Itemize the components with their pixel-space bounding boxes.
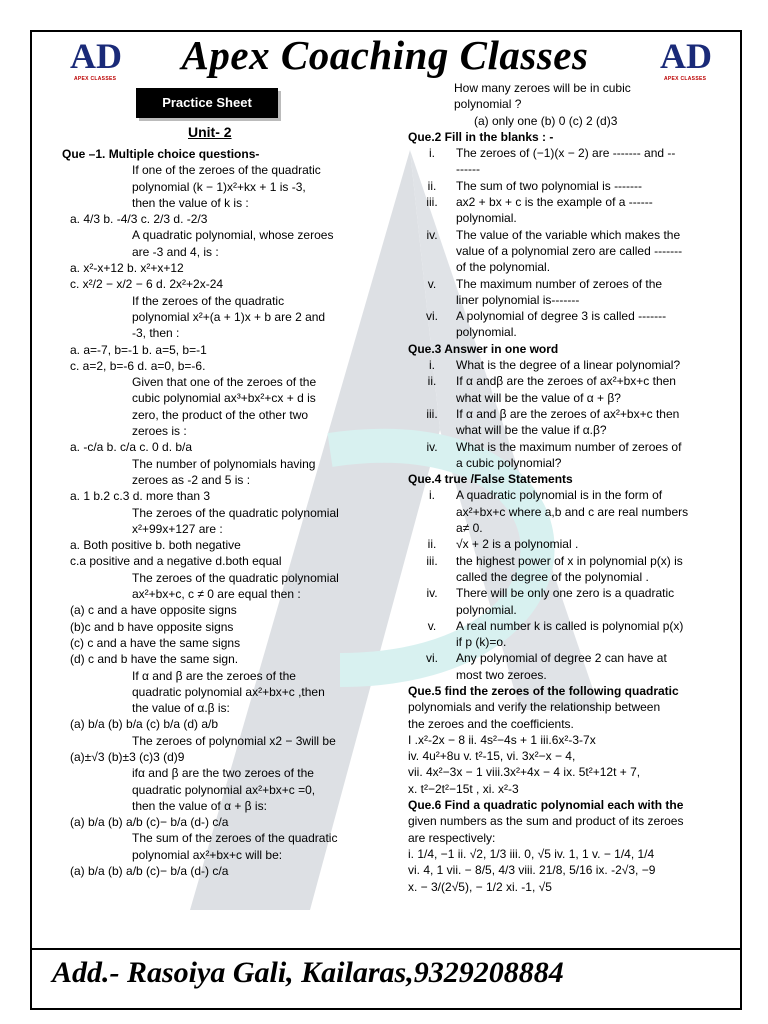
list-number [408,422,456,438]
section-heading: Que –1. Multiple choice questions- [62,147,260,161]
section-heading: Que.5 find the zeroes of the following quadratic [408,683,679,698]
list-number [408,602,456,618]
list-item [408,618,710,634]
list-text: ax2 + bx + c is the example of a ------ [456,195,653,210]
list-item [408,422,710,438]
list-text: of the polynomial. [456,260,551,275]
question-line: (a) only one (b) 0 (c) 2 (d)3 [474,113,618,128]
question-line: zero, the product of the other two [132,407,309,422]
list-text: called the degree of the polynomial . [456,569,649,584]
question-line: (a)±√3 (b)±3 (c)3 (d)9 [70,749,185,764]
list-item [408,390,710,406]
logo-right [660,36,714,80]
list-text: What is the maximum number of zeroes of [456,439,682,454]
list-item [408,520,710,536]
list-text: a cubic polynomial? [456,455,562,470]
question-line: ax²+bx+c, c ≠ 0 are equal then : [132,587,301,602]
question-line: How many zeroes will be in cubic [454,81,631,95]
list-item [408,145,710,161]
question-line: (a) c and a have opposite signs [70,603,237,618]
question-line: polynomial (k − 1)x²+kx + 1 is -3, [132,179,306,194]
question-line: (a) b/a (b) a/b (c)− b/a (d-) c/a [70,864,229,879]
list-item [408,308,710,324]
question-line: zeroes as -2 and 5 is : [132,472,251,487]
question-line: given numbers as the sum and product of its zeroes [408,814,684,829]
list-number: iii. [426,406,438,421]
list-text: A polynomial of degree 3 is called ------- [456,309,667,324]
list-item [408,357,710,373]
logo-letters: AD [70,36,122,76]
list-item [408,259,710,275]
list-text: ax²+bx+c where a,b and c are real numbers [456,504,689,519]
list-number: vi. [426,651,438,666]
question-line: c. x²/2 − x/2 − 6 d. 2x²+2x-24 [70,277,224,292]
list-number [408,667,456,683]
list-number: i. [429,358,435,373]
list-item [408,292,710,308]
question-line: polynomial ? [454,97,522,112]
question-line: (a) b/a (b) b/a (c) b/a (d) a/b [70,717,219,732]
list-text: polynomial. [456,602,517,617]
question-line: then the value of k is : [132,195,249,210]
section-heading: Que.6 Find a quadratic polynomial each with the [408,798,684,813]
question-line: (a) b/a (b) a/b (c)− b/a (d-) c/a [70,815,229,830]
left-column [62,146,362,879]
list-item [408,650,710,666]
list-item [408,634,710,650]
practice-sheet-badge: Practice Sheet [136,88,278,118]
list-number [408,243,456,259]
list-number: iv. [426,227,438,242]
list-text: A real number k is called is polynomial p(x) [456,618,684,633]
list-text: polynomial. [456,211,517,226]
question-line: The number of polynomials having [132,456,316,471]
list-text: Any polynomial of degree 2 can have at [456,651,667,666]
question-line: If α and β are the zeroes of the [132,668,296,683]
question-line: -3, then : [132,326,180,341]
list-item [408,585,710,601]
list-number: ii. [427,374,437,389]
section-heading: Que.3 Answer in one word [408,341,559,356]
list-text: The sum of two polynomial is ------- [456,178,643,193]
question-line: the zeroes and the coefficients. [408,716,574,731]
list-text: A quadratic polynomial is in the form of [456,488,663,503]
question-line: The zeroes of the quadratic polynomial [132,570,339,585]
unit-heading: Unit- 2 [188,124,232,140]
page-title: Apex Coaching Classes [181,32,589,78]
question-line: The sum of the zeroes of the quadratic [132,831,338,846]
list-text: polynomial. [456,325,517,340]
section-heading: Que.4 true /False Statements [408,472,573,487]
question-line: polynomial x²+(a + 1)x + b are 2 and [132,309,326,324]
list-item [408,324,710,340]
question-line: (b)c and b have opposite signs [70,619,234,634]
list-text: most two zeroes. [456,667,547,682]
question-line: a. 4/3 b. -4/3 c. 2/3 d. -2/3 [70,212,208,227]
question-line: I .x²-2x − 8 ii. 4s²−4s + 1 iii.6x²-3-7x [408,732,596,747]
question-line: i. 1/4, −1 ii. √2, 1/3 iii. 0, √5 iv. 1, 1 v. − 1/4, 1/4 [408,846,655,861]
question-line: a. x²-x+12 b. x²+x+12 [70,261,184,276]
question-line: Given that one of the zeroes of the [132,375,317,390]
list-number: iv. [426,439,438,454]
list-item [408,243,710,259]
question-line: a. Both positive b. both negative [70,538,241,553]
question-line: (c) c and a have the same signs [70,635,241,650]
list-item [408,178,710,194]
list-number [408,455,456,471]
list-text: if p (k)=o. [456,635,507,650]
question-line: zeroes is : [132,424,187,439]
question-line: cubic polynomial ax³+bx²+cx + d is [132,391,316,406]
list-text: a≠ 0. [456,521,483,536]
question-line: (d) c and b have the same sign. [70,652,239,667]
question-line: ifα and β are the two zeroes of the [132,766,314,781]
question-line: polynomials and verify the relationship between [408,700,661,715]
list-number [408,210,456,226]
list-text: The zeroes of (−1)(x − 2) are ------- and -- [456,146,676,161]
list-number: iv. [426,586,438,601]
list-number [408,259,456,275]
list-text: The maximum number of zeroes of the [456,276,663,291]
list-text: the highest power of x in polynomial p(x) is [456,553,683,568]
list-item [408,536,710,552]
list-number: v. [427,276,437,291]
list-number [408,504,456,520]
question-line: quadratic polynomial ax²+bx+c =0, [132,782,316,797]
question-line: polynomial ax²+bx+c will be: [132,847,283,862]
right-column [408,80,710,895]
list-number: iii. [426,553,438,568]
list-number [408,520,456,536]
list-item [408,487,710,503]
list-text: what will be the value of α + β? [456,390,621,405]
list-item [408,210,710,226]
list-item [408,439,710,455]
question-line: The zeroes of the quadratic polynomial [132,505,339,520]
list-item [408,553,710,569]
list-number: iii. [426,195,438,210]
question-line: x²+99x+127 are : [132,521,223,536]
question-line: If one of the zeroes of the quadratic [132,163,321,178]
list-item [408,406,710,422]
question-line: are -3 and 4, is : [132,244,219,259]
list-text: If α andβ are the zeroes of ax²+bx+c then [456,374,676,389]
list-text: ------ [456,162,480,177]
list-number: vi. [426,309,438,324]
list-item [408,602,710,618]
list-text: value of a polynomial zero are called ------- [456,243,683,258]
list-text: what will be the value if α.β? [456,423,607,438]
question-line: c.a positive and a negative d.both equal [70,554,282,569]
question-line: then the value of α + β is: [132,798,267,813]
list-item [408,667,710,683]
list-number: v. [427,618,437,633]
list-number [408,292,456,308]
list-number: ii. [427,537,437,552]
list-number [408,390,456,406]
list-number: i. [429,488,435,503]
list-text: There will be only one zero is a quadratic [456,586,675,601]
logo-tag: APEX CLASSES [664,76,707,82]
list-number: ii. [427,178,437,193]
footer-address: Add.- Rasoiya Gali, Kailaras,9329208884 [30,948,742,1010]
logo-letters: AD [660,36,712,76]
question-line: vi. 4, 1 vii. − 8/5, 4/3 viii. 21/8, 5/16 ix. -2√3, −9 [408,863,656,878]
question-line: vii. 4x²−3x − 1 viii.3x²+4x − 4 ix. 5t²+12t + 7, [408,765,641,780]
list-text: liner polynomial is------- [456,292,580,307]
question-line: If the zeroes of the quadratic [132,293,285,308]
question-line: quadratic polynomial ax²+bx+c ,then [132,684,325,699]
list-number [408,324,456,340]
question-line: c. a=2, b=-6 d. a=0, b=-6. [70,358,206,373]
question-line: The zeroes of polynomial x2 − 3will be [132,733,336,748]
question-line: x. t²−2t²−15t , xi. x²-3 [408,781,519,796]
question-line: a. -c/a b. c/a c. 0 d. b/a [70,440,193,455]
list-text: If α and β are the zeroes of ax²+bx+c then [456,406,680,421]
list-number: i. [429,146,435,161]
list-item [408,161,710,177]
logo-left [70,36,124,80]
list-item [408,455,710,471]
list-text: √x + 2 is a polynomial . [456,537,579,552]
question-line: iv. 4u²+8u v. t²-15, vi. 3x²−x − 4, [408,749,576,764]
question-line: x. − 3/(2√5), − 1/2 xi. -1, √5 [408,879,552,894]
logo-tag: APEX CLASSES [74,76,117,82]
list-text: The value of the variable which makes the [456,227,681,242]
list-item [408,569,710,585]
list-number [408,569,456,585]
list-item [408,373,710,389]
list-item [408,194,710,210]
question-line: the value of α.β is: [132,701,230,716]
question-line: are respectively: [408,830,496,845]
question-line: a. 1 b.2 c.3 d. more than 3 [70,489,211,504]
section-heading: Que.2 Fill in the blanks : - [408,129,554,144]
question-line: A quadratic polynomial, whose zeroes [132,228,334,243]
list-item [408,227,710,243]
list-item [408,276,710,292]
list-number [408,634,456,650]
question-line: a. a=-7, b=-1 b. a=5, b=-1 [70,342,207,357]
list-text: What is the degree of a linear polynomial? [456,358,681,373]
list-item [408,504,710,520]
list-number [408,161,456,177]
